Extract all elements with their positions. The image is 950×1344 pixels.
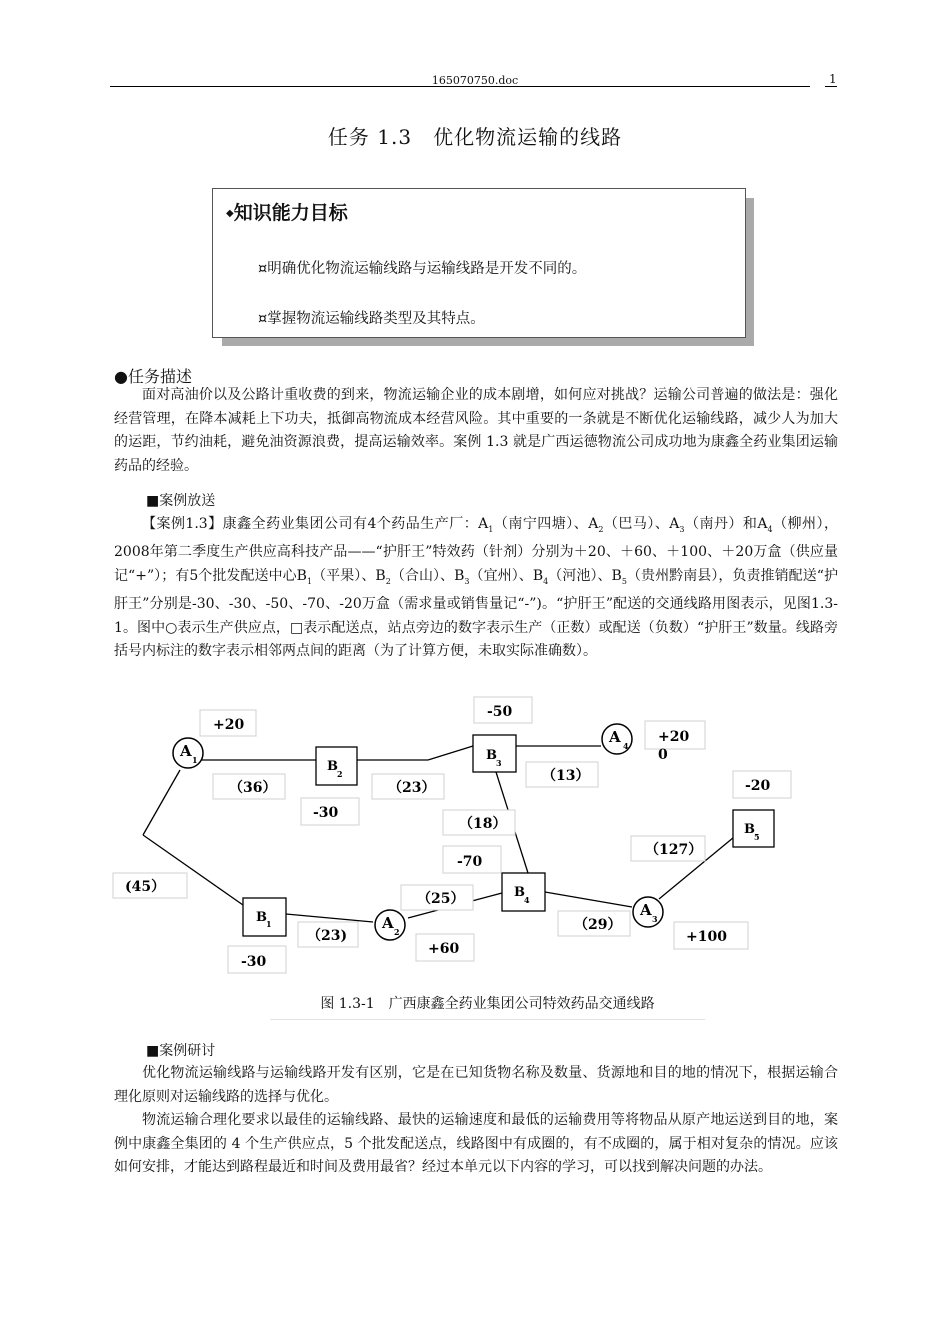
case-sub: 3 bbox=[464, 576, 470, 586]
objectives-title bbox=[226, 198, 348, 225]
case-sub: 4 bbox=[543, 576, 549, 586]
case-sub: 1 bbox=[488, 524, 494, 534]
node-A4 bbox=[602, 724, 632, 754]
objective-item-2: ¤掌握物流运输线路类型及其特点。 bbox=[258, 311, 485, 327]
task-paragraph-block bbox=[114, 384, 838, 478]
qty-A1: +20 bbox=[213, 717, 245, 733]
header-rule bbox=[110, 86, 810, 87]
dist-B3-B4: （18） bbox=[459, 816, 507, 832]
qty-A3: +100 bbox=[686, 929, 727, 945]
header-filename: 165070750.doc bbox=[431, 74, 519, 87]
node-B3 bbox=[473, 735, 516, 772]
qty-B3: -50 bbox=[487, 704, 513, 720]
node-B2-sub: 2 bbox=[337, 769, 343, 779]
case-paragraph-block bbox=[114, 513, 838, 664]
node-B5-letter: B bbox=[744, 822, 755, 837]
qty-B2: -30 bbox=[313, 805, 339, 821]
case-text: （合山）、B bbox=[390, 567, 465, 584]
node-A2 bbox=[375, 910, 405, 940]
case-text: （宜州）、B bbox=[469, 567, 544, 584]
dist-B1-A2: （23) bbox=[307, 928, 348, 944]
task-heading: ●任务描述 bbox=[114, 367, 192, 386]
objectives-title-text: 知识能力目标 bbox=[233, 202, 348, 224]
case-text: 【案例1.3】康鑫全药业集团公司有4个药品生产厂：A bbox=[142, 516, 489, 532]
node-B4-letter: B bbox=[514, 885, 525, 900]
header-page-number: 1 bbox=[829, 72, 837, 86]
case-text: （南宁四塘）、A bbox=[493, 516, 599, 532]
node-B1-sub: 1 bbox=[266, 919, 272, 929]
study-heading: ■案例研讨 bbox=[146, 1043, 216, 1059]
node-A4-letter: A bbox=[609, 728, 621, 746]
node-B4-sub: 4 bbox=[524, 895, 530, 905]
qty-A2: +60 bbox=[428, 941, 460, 957]
qty-A4-line2: 0 bbox=[658, 747, 668, 763]
node-A1-letter: A bbox=[180, 742, 192, 760]
qty-B4: -70 bbox=[457, 854, 483, 870]
case-sub: 5 bbox=[621, 576, 627, 586]
dist-A2-B4: （25） bbox=[417, 891, 465, 907]
node-A3-letter: A bbox=[640, 901, 652, 919]
case-sub: 1 bbox=[306, 576, 313, 586]
case-text: （南丹）和A bbox=[684, 516, 768, 532]
node-A3-sub: 3 bbox=[652, 914, 658, 924]
case-text: （平果）、B bbox=[312, 567, 386, 584]
node-B4 bbox=[502, 873, 545, 911]
dist-B2-B3: （23） bbox=[388, 780, 436, 796]
header-rule-short bbox=[825, 86, 837, 87]
page-title: 任务 1.3 优化物流运输的线路 bbox=[327, 125, 623, 149]
study-paragraph-2: 物流运输合理化要求以最佳的运输线路、最快的运输速度和最低的运输费用等将物品从原产地运送到目的地，案例中康鑫全集团的 4 个生产供应点，5 个批发配送点，线路图中有成圈的，有不成圈的，属于相对复杂的情况。应该如何安排，才能达到路程最近和时间及费用最省？经过本单元以下内容的学习，可以找到解决问题的办法。 bbox=[114, 1112, 838, 1175]
case-sub: 2 bbox=[385, 576, 391, 586]
node-A2-letter: A bbox=[382, 914, 394, 932]
case-text: （河池）、B bbox=[548, 567, 622, 584]
node-B2-letter: B bbox=[327, 759, 338, 774]
case-sub: 2 bbox=[598, 524, 604, 534]
node-A1 bbox=[173, 738, 203, 768]
node-A4-sub: 4 bbox=[623, 741, 629, 751]
edge-B2-B3b bbox=[428, 746, 473, 760]
dist-A1-B2: （36） bbox=[229, 780, 277, 796]
case-text: （柳州），2008年第二季度生产供应高科技产品——“护肝王”特效药（针剂）分别为＋20、＋60、＋100、＋20万盒（供应量记“+”）；有5个批发配送中心B bbox=[114, 516, 838, 584]
node-B1 bbox=[243, 898, 286, 936]
study-paragraphs bbox=[114, 1062, 838, 1180]
case-text: （贵州黔南县），负责推销配送“护肝王”分别是-30、-30、-50、-70、-20万盒（需求量或销售量记“-”)。“护肝王”配送的交通线路用图表示，见图1.3-1。图中○表示生产供应点，□表示配送点，站点旁边的数字表示生产（正数）或配送（负数）“护肝王”数量。线路旁括号内标注的数字表示相邻两点间的距离（为了计算方便，未取实际准确数）。 bbox=[114, 567, 838, 660]
node-B1-letter: B bbox=[256, 910, 267, 925]
node-B3-sub: 3 bbox=[496, 758, 502, 768]
dist-A3-B5: （127） bbox=[645, 842, 703, 858]
node-B5-sub: 5 bbox=[754, 832, 760, 842]
case-sub: 3 bbox=[679, 524, 685, 534]
diamond-bullet-icon: ◆ bbox=[226, 208, 234, 219]
edge-B1-A2 bbox=[286, 914, 373, 922]
case-sub: 4 bbox=[767, 524, 773, 534]
dist-B3-A4: （13） bbox=[542, 768, 590, 784]
case-paragraph bbox=[114, 513, 838, 664]
qty-B1: -30 bbox=[241, 954, 267, 970]
dist-A1-B1: (45） bbox=[125, 879, 166, 895]
qty-A4-line1: +20 bbox=[658, 729, 690, 745]
study-paragraph-1: 优化物流运输线路与运输线路开发有区别，它是在已知货物名称及数量、货源地和目的地的情况下，根据运输合理化原则对运输线路的选择与优化。 bbox=[114, 1065, 838, 1105]
task-paragraph: 面对高油价以及公路计重收费的到来，物流运输企业的成本剧增，如何应对挑战？运输公司普遍的做法是：强化经营管理，在降本减耗上下功夫，抵御高物流成本经营风险。其中重要的一条就是不断优化运输线路，减少人为加大的运距，节约油耗，避免油资源浪费，提高运输效率。案例 1.3 就是广西运德物流公司成功地为康鑫全药业集团运输药品的经验。 bbox=[114, 387, 838, 474]
case-text: （巴马）、A bbox=[603, 516, 680, 532]
edge-A1-B1a bbox=[143, 770, 180, 835]
node-B3-letter: B bbox=[486, 748, 497, 763]
objective-item-1: ¤明确优化物流运输线路与运输线路是开发不同的。 bbox=[258, 261, 587, 277]
route-network-figure bbox=[0, 690, 950, 990]
node-A2-sub: 2 bbox=[394, 927, 400, 937]
node-B2 bbox=[316, 747, 357, 785]
node-A3 bbox=[633, 897, 663, 927]
node-B5 bbox=[733, 810, 774, 847]
case-heading: ■案例放送 bbox=[146, 493, 216, 509]
node-A1-sub: 1 bbox=[192, 755, 198, 765]
figure-caption: 图 1.3-1 广西康鑫全药业集团公司特效药品交通线路 bbox=[270, 993, 705, 1020]
dist-B4-A3: （29） bbox=[574, 917, 622, 933]
qty-B5: -20 bbox=[745, 778, 771, 794]
edge-B4-A3 bbox=[545, 892, 632, 907]
